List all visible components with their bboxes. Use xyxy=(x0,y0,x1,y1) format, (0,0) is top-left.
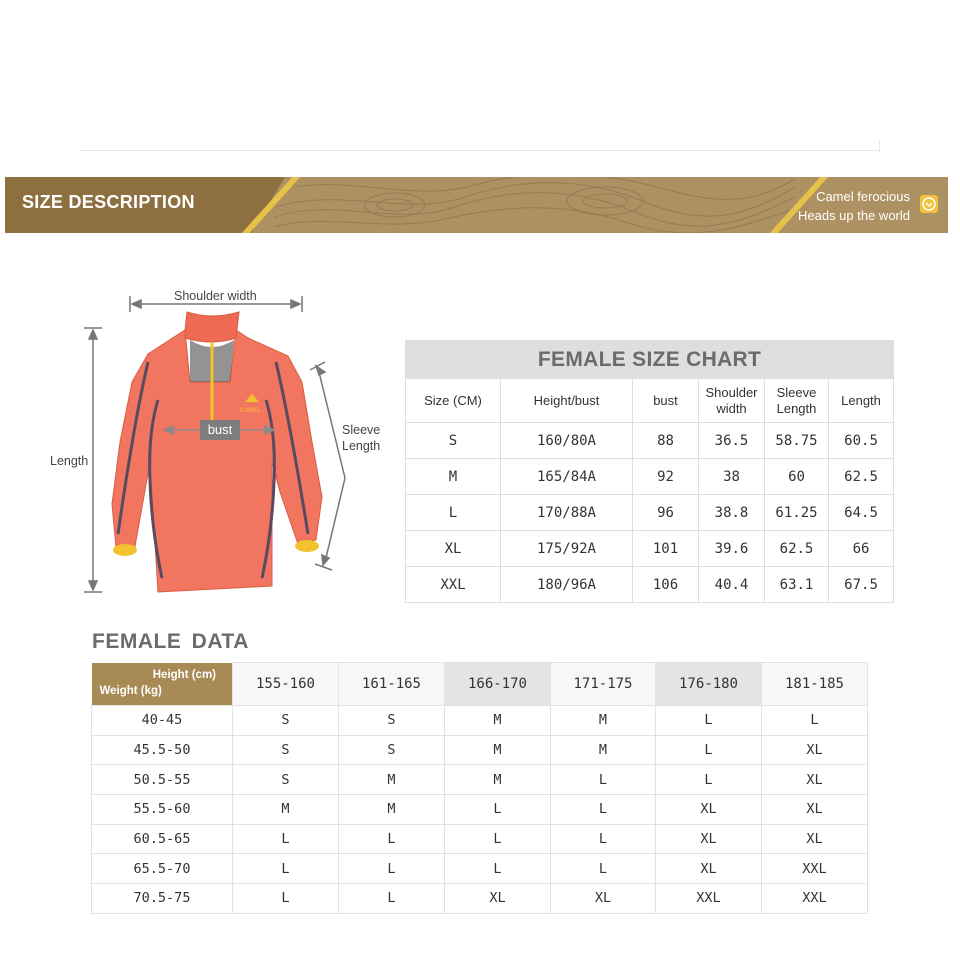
table-cell: XL xyxy=(551,884,656,914)
weight-range-cell: 50.5-55 xyxy=(92,765,233,795)
table-cell: M xyxy=(551,735,656,765)
top-divider xyxy=(80,150,880,151)
table-cell: L xyxy=(551,854,656,884)
table-cell: 58.75 xyxy=(765,423,829,459)
sleeve-label-line-2: Length xyxy=(342,439,381,453)
size-chart-header: Length xyxy=(829,379,894,423)
table-cell: XXL xyxy=(406,567,501,603)
table-cell: S xyxy=(233,765,339,795)
table-cell: 106 xyxy=(633,567,699,603)
weight-axis-label: Weight (kg) xyxy=(99,684,162,697)
table-cell: S xyxy=(406,423,501,459)
table-cell: 96 xyxy=(633,495,699,531)
shoulder-width-label: Shoulder width xyxy=(174,289,257,303)
table-cell: L xyxy=(656,735,762,765)
height-axis-label: Height (cm) xyxy=(152,668,216,681)
table-cell: XL xyxy=(762,824,868,854)
table-cell: XXL xyxy=(762,884,868,914)
table-row xyxy=(406,567,894,603)
table-cell: L xyxy=(551,765,656,795)
table-row xyxy=(406,423,894,459)
table-cell: 88 xyxy=(633,423,699,459)
height-range-header: 166-170 xyxy=(445,663,551,706)
table-cell: S xyxy=(339,735,445,765)
table-cell: 67.5 xyxy=(829,567,894,603)
table-cell: 165/84A xyxy=(501,459,633,495)
table-cell: XL xyxy=(656,854,762,884)
table-row xyxy=(92,735,868,765)
female-data-table xyxy=(91,662,868,914)
size-chart-header: Sleeve Length xyxy=(765,379,829,423)
female-data-title: FEMALE DATA xyxy=(92,630,249,653)
table-cell: XL xyxy=(445,884,551,914)
height-range-header: 161-165 xyxy=(339,663,445,706)
table-cell: XL xyxy=(406,531,501,567)
size-description-banner xyxy=(5,177,948,233)
weight-range-cell: 60.5-65 xyxy=(92,824,233,854)
weight-range-cell: 70.5-75 xyxy=(92,884,233,914)
table-cell: 66 xyxy=(829,531,894,567)
weight-range-cell: 55.5-60 xyxy=(92,795,233,825)
table-cell: M xyxy=(406,459,501,495)
table-cell: 64.5 xyxy=(829,495,894,531)
size-chart-header: Size (CM) xyxy=(406,379,501,423)
table-cell: L xyxy=(339,824,445,854)
table-cell: XXL xyxy=(656,884,762,914)
table-cell: M xyxy=(339,765,445,795)
slogan-line-1: Camel ferocious xyxy=(816,189,910,204)
table-cell: 36.5 xyxy=(699,423,765,459)
female-size-chart xyxy=(405,340,894,603)
table-cell: 38 xyxy=(699,459,765,495)
table-cell: XL xyxy=(762,795,868,825)
table-cell: 39.6 xyxy=(699,531,765,567)
table-cell: 62.5 xyxy=(829,459,894,495)
table-cell: L xyxy=(656,765,762,795)
garment-measurement-diagram xyxy=(40,282,381,602)
size-chart-header: Height/bust xyxy=(501,379,633,423)
weight-range-cell: 65.5-70 xyxy=(92,854,233,884)
left-cuff xyxy=(113,544,137,556)
topographic-map-decoration xyxy=(275,177,795,233)
table-cell: M xyxy=(551,706,656,736)
table-cell: M xyxy=(445,706,551,736)
table-cell: XXL xyxy=(762,854,868,884)
height-range-header: 171-175 xyxy=(551,663,656,706)
chevron-down-icon xyxy=(920,195,938,213)
table-cell: L xyxy=(445,824,551,854)
table-cell: 170/88A xyxy=(501,495,633,531)
table-row xyxy=(406,495,894,531)
table-cell: 160/80A xyxy=(501,423,633,459)
table-cell: 61.25 xyxy=(765,495,829,531)
table-cell: L xyxy=(551,795,656,825)
sleeve-label-line-1: Sleeve xyxy=(342,423,381,437)
table-cell: L xyxy=(233,854,339,884)
table-cell: M xyxy=(445,735,551,765)
table-cell: 38.8 xyxy=(699,495,765,531)
table-cell: 180/96A xyxy=(501,567,633,603)
table-cell: XL xyxy=(762,765,868,795)
weight-range-cell: 40-45 xyxy=(92,706,233,736)
table-cell: 63.1 xyxy=(765,567,829,603)
weight-range-cell: 45.5-50 xyxy=(92,735,233,765)
size-chart-header: Shoulder width xyxy=(699,379,765,423)
slogan-line-2: Heads up the world xyxy=(797,208,910,223)
table-row xyxy=(406,459,894,495)
bust-label: bust xyxy=(207,422,233,437)
table-cell: L xyxy=(445,854,551,884)
height-range-header: 155-160 xyxy=(233,663,339,706)
table-cell: L xyxy=(233,884,339,914)
height-range-header: 176-180 xyxy=(656,663,762,706)
table-cell: XL xyxy=(656,795,762,825)
right-cuff xyxy=(295,540,319,552)
table-cell: 92 xyxy=(633,459,699,495)
table-cell: L xyxy=(339,884,445,914)
size-chart-header: bust xyxy=(633,379,699,423)
table-cell: L xyxy=(551,824,656,854)
table-cell: 101 xyxy=(633,531,699,567)
jacket-collar xyxy=(185,312,239,342)
table-row xyxy=(92,765,868,795)
height-range-header: 181-185 xyxy=(762,663,868,706)
banner-slogan xyxy=(798,187,910,225)
table-cell: S xyxy=(233,735,339,765)
table-cell: 60 xyxy=(765,459,829,495)
table-cell: 62.5 xyxy=(765,531,829,567)
length-label: Length xyxy=(50,454,89,468)
table-cell: L xyxy=(233,824,339,854)
table-row xyxy=(406,531,894,567)
table-cell: M xyxy=(233,795,339,825)
table-cell: S xyxy=(233,706,339,736)
table-row xyxy=(92,706,868,736)
svg-text:CAMEL: CAMEL xyxy=(240,408,261,414)
table-cell: S xyxy=(339,706,445,736)
size-chart-title: FEMALE SIZE CHART xyxy=(406,341,894,379)
table-row xyxy=(92,884,868,914)
banner-title: SIZE DESCRIPTION xyxy=(22,192,195,212)
table-cell: L xyxy=(406,495,501,531)
table-cell: M xyxy=(445,765,551,795)
table-row xyxy=(92,854,868,884)
table-cell: XL xyxy=(656,824,762,854)
table-cell: M xyxy=(339,795,445,825)
table-cell: XL xyxy=(762,735,868,765)
table-row xyxy=(92,795,868,825)
table-row xyxy=(92,824,868,854)
table-cell: 175/92A xyxy=(501,531,633,567)
table-cell: L xyxy=(445,795,551,825)
table-cell: 40.4 xyxy=(699,567,765,603)
jacket-illustration xyxy=(40,282,370,602)
table-corner-header xyxy=(92,663,233,706)
table-cell: 60.5 xyxy=(829,423,894,459)
table-cell: L xyxy=(339,854,445,884)
table-cell: L xyxy=(762,706,868,736)
table-cell: L xyxy=(656,706,762,736)
sleeve-length-label xyxy=(342,422,380,454)
top-divider-tick xyxy=(879,140,880,152)
